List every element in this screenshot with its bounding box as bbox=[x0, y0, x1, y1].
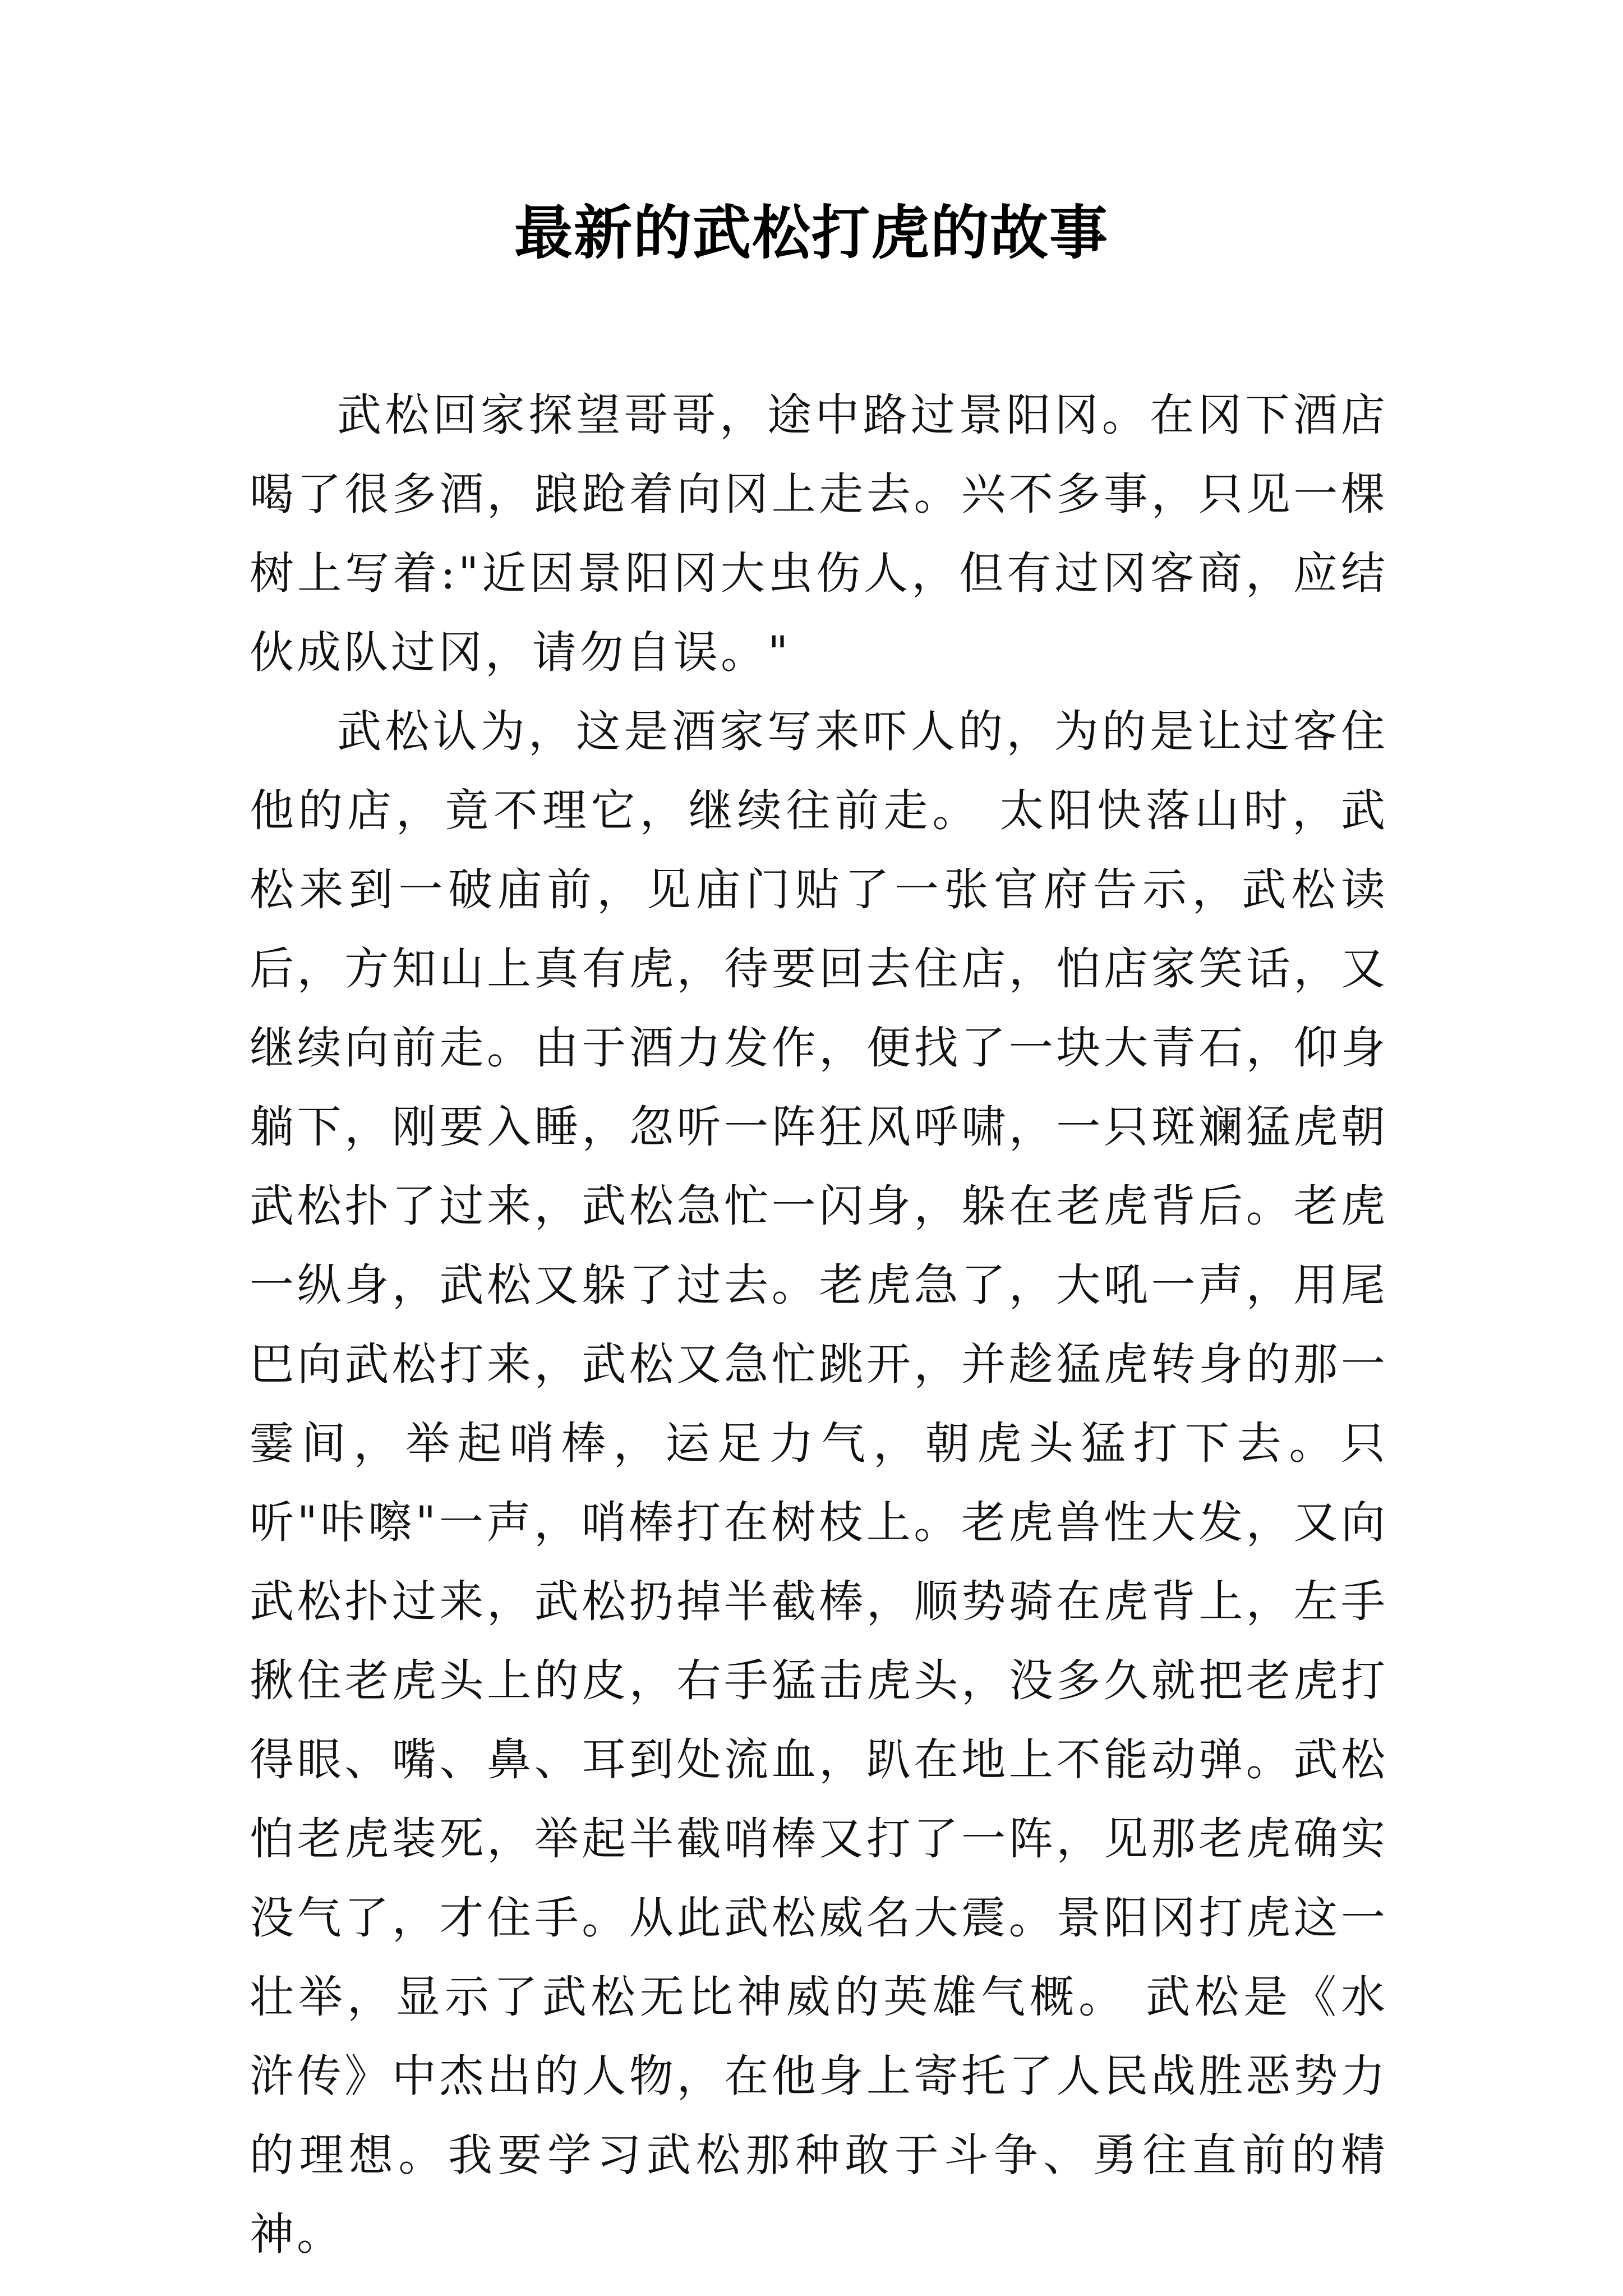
paragraph-2: 武松认为，这是酒家写来吓人的，为的是让过客住他的店，竟不理它，继续往前走。 太阳快落山时，武松来到一破庙前，见庙门贴了一张官府告示，武松读后，方知山上真有虎，待要回去住店，怕店家笑话，又继续向前走。由于酒力发作，便找了一块大青石，仰身躺下，刚要入睡，忽听一阵狂风呼啸，一只斑斓猛虎朝武松扑了过来，武松急忙一闪身，躲在老虎背后。老虎一纵身，武松又躲了过去。老虎急了，大吼一声，用尾巴向武松打来，武松又急忙跳开，并趁猛虎转身的那一霎间，举起哨棒，运足力气，朝虎头猛打下去。只听"咔嚓"一声，哨棒打在树枝上。老虎兽性大发，又向武松扑过来，武松扔掉半截棒，顺势骑在虎背上，左手揪住老虎头上的皮，右手猛击虎头，没多久就把老虎打得眼、嘴、鼻、耳到处流血，趴在地上不能动弹。武松怕老虎装死，举起半截哨棒又打了一阵，见那老虎确实没气了，才住手。从此武松威名大震。景阳冈打虎这一壮举，显示了武松无比神威的英雄气概。 武松是《水浒传》中杰出的人物，在他身上寄托了人民战胜恶势力的理想。我要学习武松那种敢于斗争、勇往直前的精神。 bbox=[250, 706, 1388, 2260]
document-title: 最新的武松打虎的故事 bbox=[514, 198, 1109, 267]
paragraph-1: 武松回家探望哥哥，途中路过景阳冈。在冈下酒店喝了很多酒，踉跄着向冈上走去。兴不多事，只见一棵树上写着:"近因景阳冈大虫伤人，但有过冈客商，应结伙成队过冈，请勿自误。" bbox=[250, 389, 1388, 678]
document-body bbox=[250, 376, 1388, 2274]
